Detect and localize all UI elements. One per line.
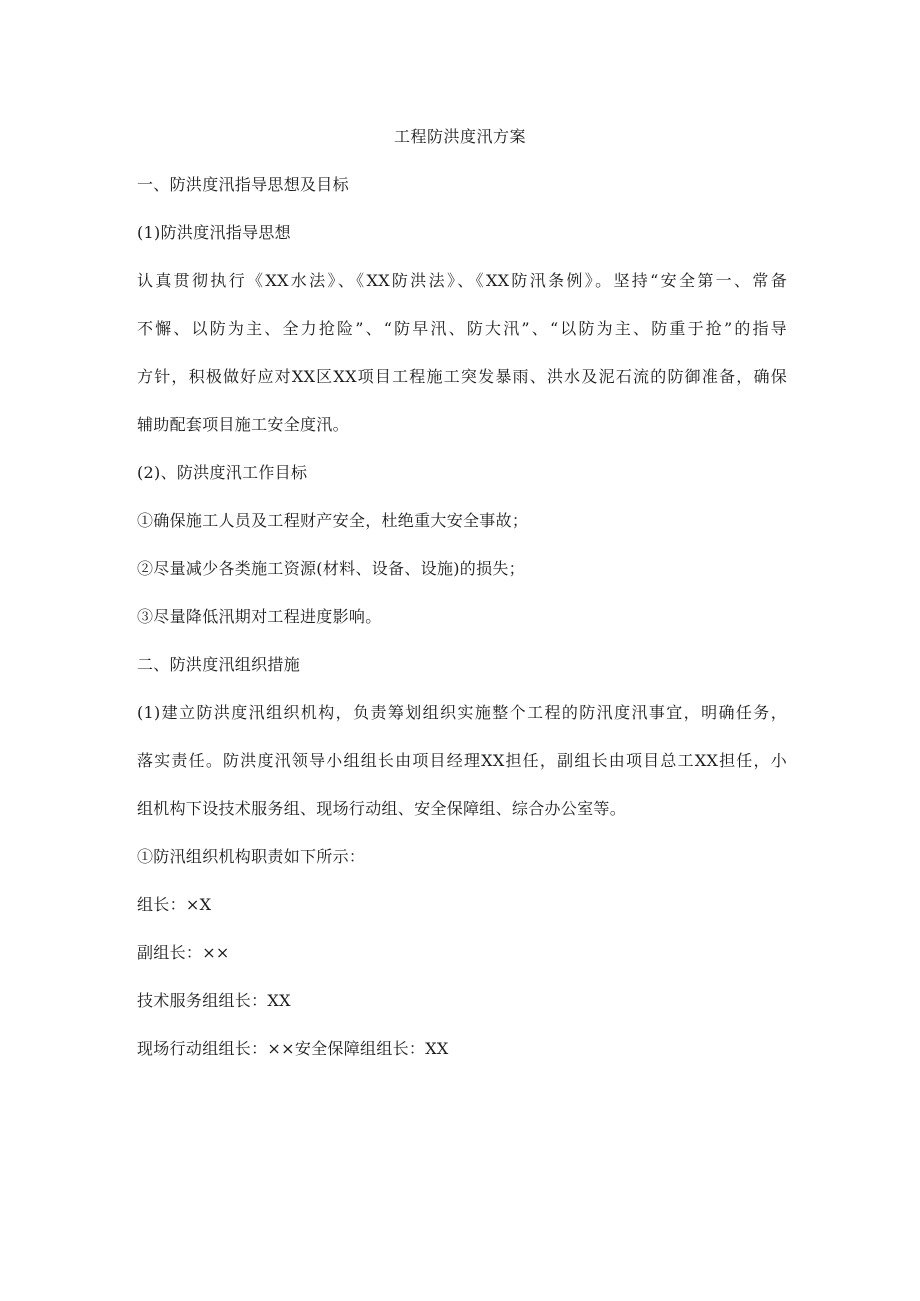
- role-line: 副组长：××: [137, 943, 230, 962]
- paragraph-line: 认真贯彻执行《XX水法》、《XX防洪法》、《XX防汛条例》。坚持“安全第一、常备: [137, 271, 787, 290]
- section-1-heading: 一、防洪度汛指导思想及目标: [137, 175, 349, 194]
- role-line: 现场行动组组长：××安全保障组组长：XX: [137, 1039, 449, 1058]
- document-title: 工程防洪度汛方案: [393, 127, 526, 146]
- section-1-subheading-1: (1)防洪度汛指导思想: [137, 223, 291, 242]
- goal-item: ③尽量降低汛期对工程进度影响。: [137, 607, 382, 626]
- role-line: 组长：×X: [137, 895, 212, 914]
- role-line: 技术服务组组长：XX: [137, 991, 291, 1010]
- paragraph-line: (1)建立防洪度汛组织机构，负责筹划组织实施整个工程的防汛度汛事宜，明确任务，: [137, 703, 787, 722]
- paragraph-line: 组机构下设技术服务组、现场行动组、安全保障组、综合办公室等。: [137, 799, 627, 818]
- section-2-heading: 二、防洪度汛组织措施: [137, 655, 301, 674]
- paragraph-line: 不懈、以防为主、全力抢险”、“防早汛、防大汛”、“以防为主、防重于抢”的指导: [137, 319, 787, 338]
- duties-intro: ①防汛组织机构职责如下所示：: [137, 847, 366, 866]
- paragraph-line: 方针，积极做好应对XX区XX项目工程施工突发暴雨、洪水及泥石流的防御准备，确保: [137, 367, 787, 386]
- goal-item: ①确保施工人员及工程财产安全，杜绝重大安全事故；: [137, 511, 529, 530]
- paragraph-line: 落实责任。防洪度汛领导小组组长由项目经理XX担任，副组长由项目总工XX担任，小: [137, 751, 787, 770]
- goal-item: ②尽量减少各类施工资源(材料、设备、设施)的损失；: [137, 559, 525, 578]
- paragraph-line: 辅助配套项目施工安全度汛。: [137, 415, 349, 434]
- section-1-subheading-2: (2)、防洪度汛工作目标: [137, 463, 308, 482]
